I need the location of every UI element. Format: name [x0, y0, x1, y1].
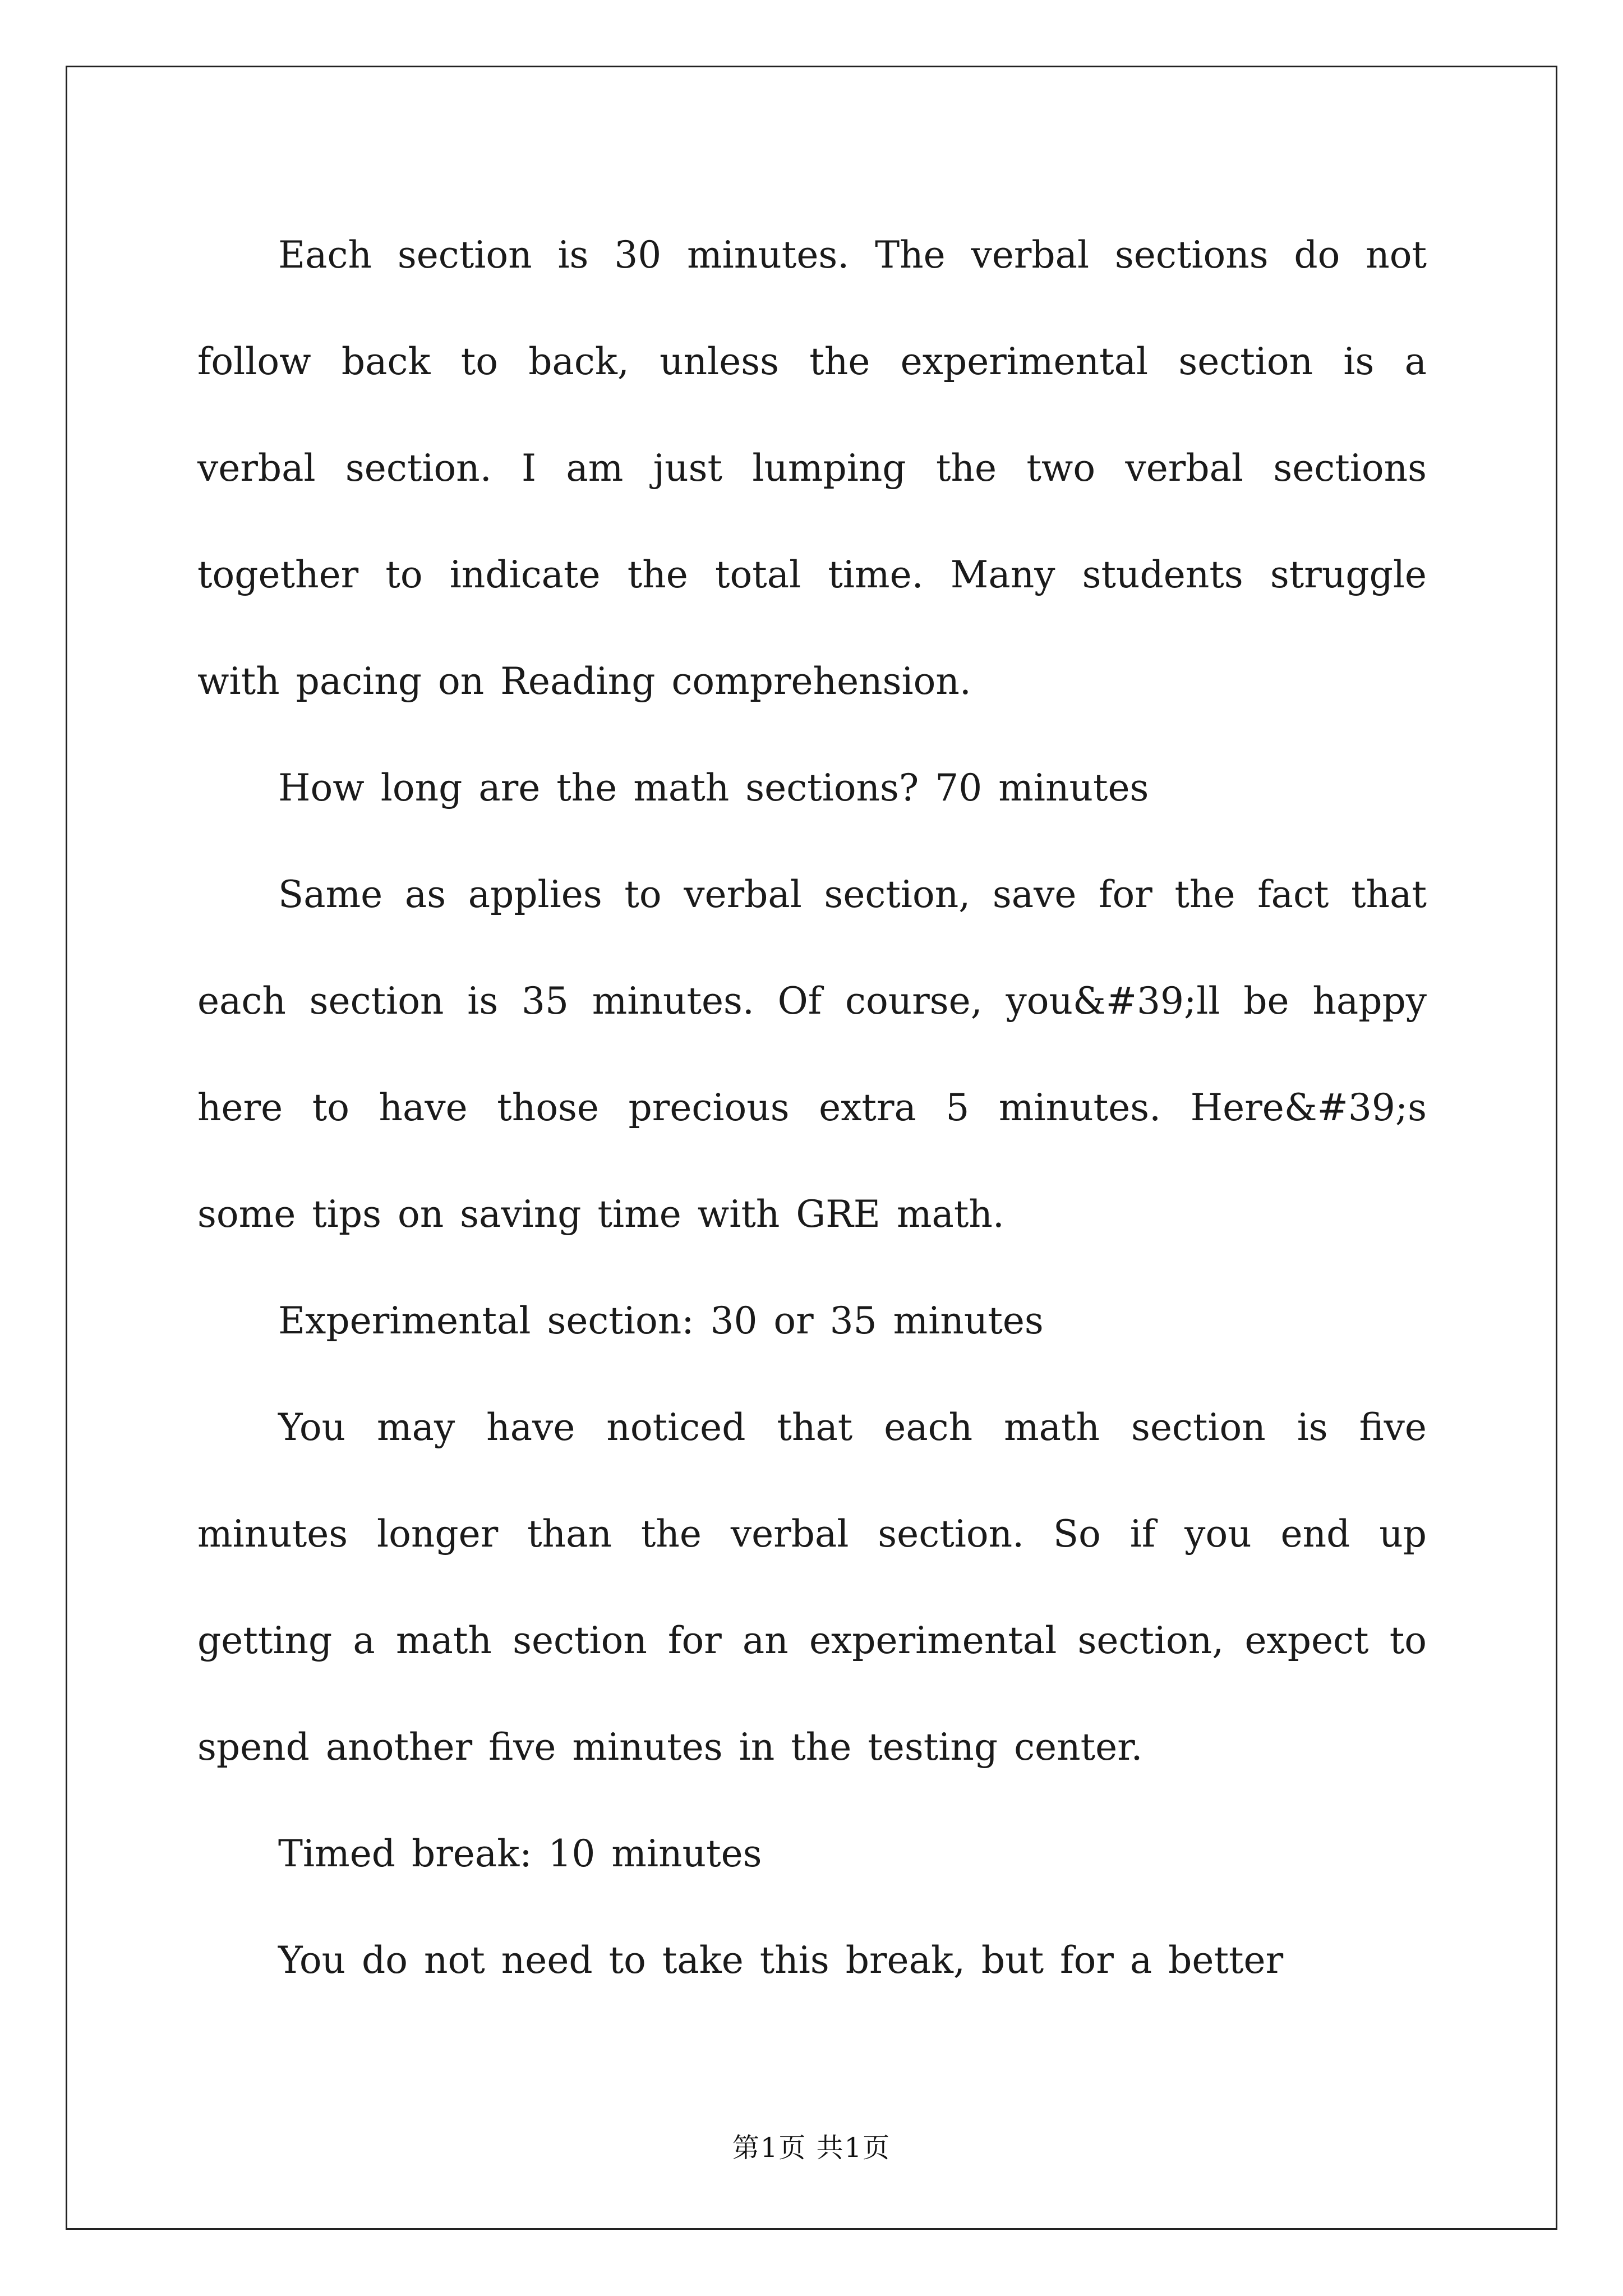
section-heading: Timed break: 10 minutes	[278, 1832, 762, 1875]
paragraph: Each section is 30 minutes. The verbal sections do not follow back to back, unless the experimental section is a verbal section. I am just lumping the two verbal sections together to indicate the total time. Many students struggle with pacing on Reading comprehension.	[197, 233, 1427, 703]
section-heading: How long are the math sections? 70 minutes	[278, 766, 1149, 809]
section-heading: Experimental section: 30 or 35 minutes	[278, 1299, 1044, 1342]
paragraph: You may have noticed that each math section is five minutes longer than the verbal section. So if you end up getting a math section for an experimental section, expect to spend another five minutes in the testing center.	[197, 1406, 1427, 1769]
document-body	[197, 202, 1427, 2014]
paragraph: You do not need to take this break, but for a better	[278, 1939, 1284, 1982]
page-number-footer: 第1页 共1页	[732, 2132, 891, 2164]
paragraph: Same as applies to verbal section, save for the fact that each section is 35 minutes. Of course, you&#39;ll be happy here to have those precious extra 5 minutes. Here&#39;s some tips on saving time with GRE math.	[197, 873, 1427, 1236]
